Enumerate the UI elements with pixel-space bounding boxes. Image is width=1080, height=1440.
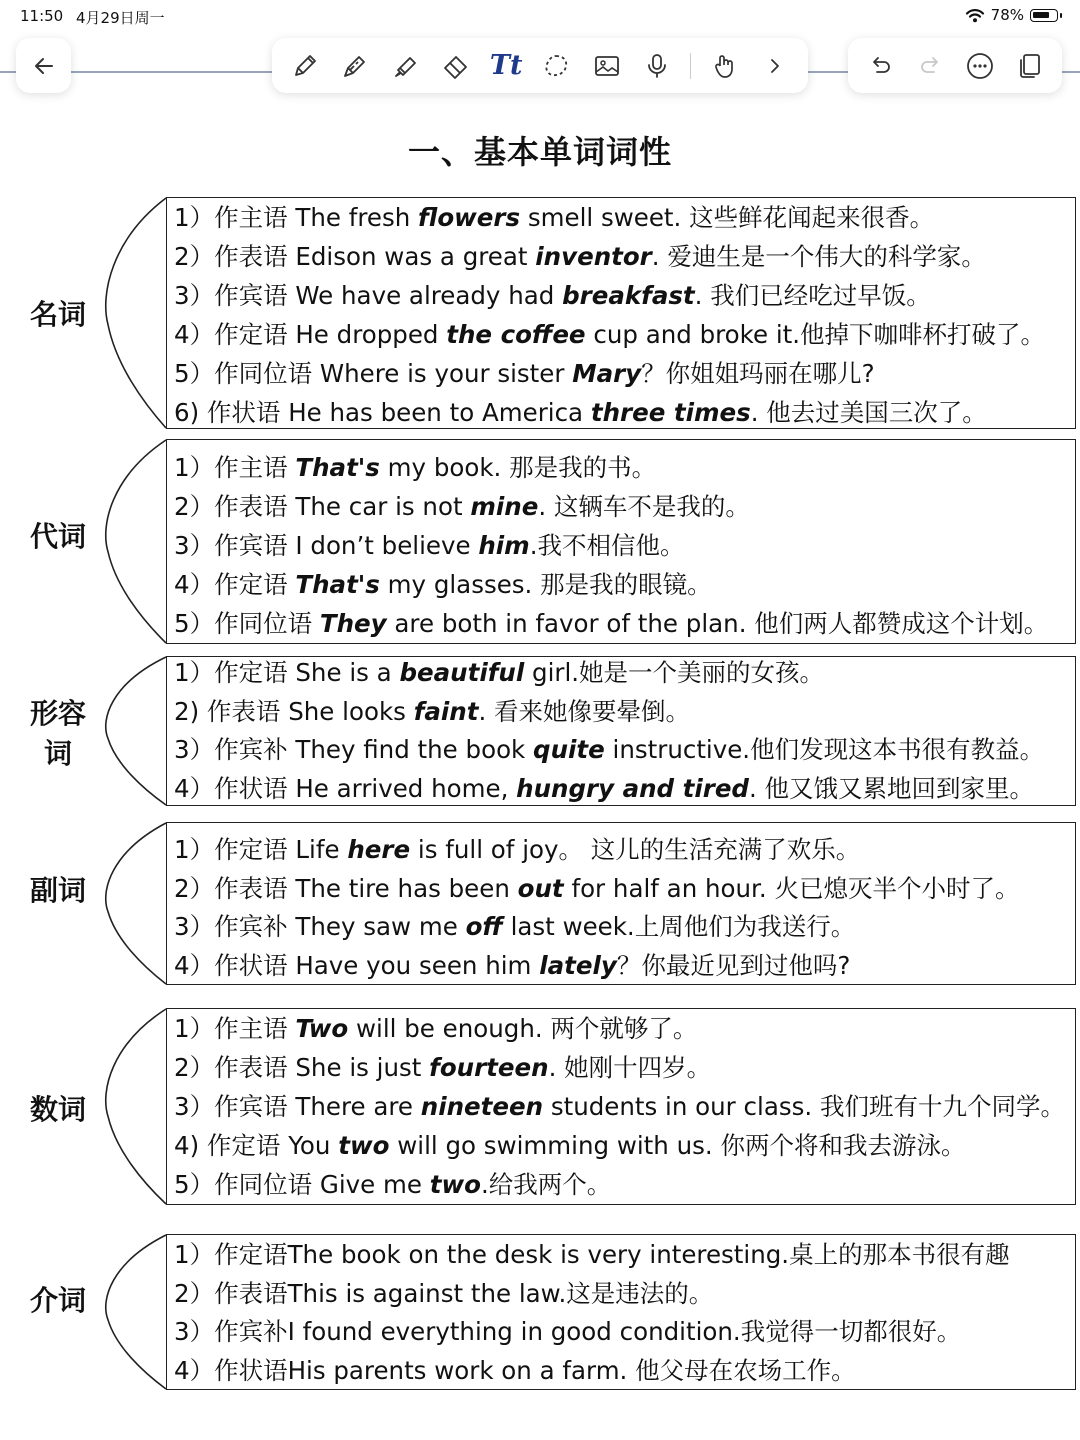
touch-tool[interactable] xyxy=(708,49,742,83)
sentence-text: will go swimming with us. 你两个将和我去游泳。 xyxy=(389,1131,966,1160)
image-icon xyxy=(592,51,622,81)
sentence-text: . 看来她像要晕倒。 xyxy=(478,696,691,726)
bracket-shape xyxy=(100,822,170,985)
sentence-text: 4）作状语 He arrived home, xyxy=(174,774,517,804)
sentence-text: 3）作宾补 They saw me xyxy=(174,912,466,942)
redo-button[interactable] xyxy=(913,49,947,83)
keyword-highlight: Mary xyxy=(572,359,642,388)
example-sentence xyxy=(174,1356,856,1386)
keyword-highlight: two xyxy=(429,1170,481,1199)
bracket-shape xyxy=(100,439,170,644)
toolbar-separator xyxy=(690,53,691,79)
example-sentence xyxy=(174,835,860,865)
more-button[interactable] xyxy=(963,49,997,83)
image-tool[interactable] xyxy=(590,49,624,83)
keyword-highlight: here xyxy=(347,835,411,864)
fountain-pen-tool[interactable] xyxy=(338,49,372,83)
sentence-text: 1）作主语 xyxy=(174,453,296,482)
example-sentence xyxy=(174,492,750,522)
sentence-text: 3）作宾语 I don’t believe xyxy=(174,531,479,560)
sentence-text: cup and broke it.他掉下咖啡杯打破了。 xyxy=(585,320,1046,349)
keyword-highlight: hungry and tired xyxy=(516,774,749,804)
sentence-text: 6) 作状语 He has been to America xyxy=(174,398,591,427)
keyword-highlight: the coffee xyxy=(446,320,586,349)
status-date: 4月29日周一 xyxy=(76,9,165,27)
battery-icon xyxy=(1030,9,1058,22)
sentence-text: . 我们已经吃过早饭。 xyxy=(694,281,931,310)
category-label-line: 词 xyxy=(43,737,72,770)
pen-icon xyxy=(290,51,320,81)
sentence-text: 2）作表语 The tire has been xyxy=(174,873,518,903)
page-title: 一、基本单词词性 xyxy=(407,133,672,171)
eraser-tool[interactable] xyxy=(439,49,473,83)
example-sentence xyxy=(174,1014,697,1044)
wifi-icon xyxy=(965,8,985,23)
example-sentence xyxy=(174,1053,711,1083)
sentence-text: .给我两个。 xyxy=(480,1170,612,1199)
example-sentence xyxy=(174,697,690,727)
keyword-highlight: inventor xyxy=(535,242,652,271)
category-label-line: 代词 xyxy=(29,520,86,553)
example-sentence xyxy=(174,774,1034,804)
keyword-highlight: three times xyxy=(590,398,751,427)
sentence-text: students in our class. 我们班有十九个同学。 xyxy=(543,1092,1065,1121)
sentence-text: 3）作宾补I found everything in good condition.我觉得一切都很好。 xyxy=(174,1317,962,1347)
sentence-text: . 爱迪生是一个伟大的科学家。 xyxy=(651,242,986,271)
category-label-line: 数词 xyxy=(29,1093,86,1126)
sentence-text: for half an hour. 火已熄灭半个小时了。 xyxy=(563,873,1020,903)
back-button[interactable] xyxy=(16,38,71,93)
category-label xyxy=(12,1281,104,1321)
keyword-highlight: quite xyxy=(533,735,605,765)
example-sentence xyxy=(174,453,656,483)
sentence-text: will be enough. 两个就够了。 xyxy=(348,1014,698,1043)
sentence-text: 2) 作表语 She looks xyxy=(174,696,414,726)
sentence-text: 3）作宾语 We have already had xyxy=(174,281,563,310)
status-time: 11:50 xyxy=(20,7,64,25)
pages-button[interactable] xyxy=(1012,49,1046,83)
example-sentence xyxy=(174,1317,961,1347)
keyword-highlight: faint xyxy=(413,696,479,726)
category-label-line: 副词 xyxy=(29,874,86,907)
keyword-highlight: fourteen xyxy=(429,1053,549,1082)
fountain-pen-icon xyxy=(340,51,370,81)
keyword-highlight: off xyxy=(465,912,503,942)
sentence-text: smell sweet. 这些鲜花闻起来很香。 xyxy=(520,203,935,232)
example-sentence xyxy=(174,1131,965,1161)
keyword-highlight: They xyxy=(319,609,387,638)
keyword-highlight: That's xyxy=(295,453,380,482)
sentence-text: 5）作同位语 Give me xyxy=(174,1170,430,1199)
microphone-tool[interactable] xyxy=(640,49,674,83)
sentence-text: . 她刚十四岁。 xyxy=(548,1053,712,1082)
chevron-right-icon xyxy=(760,51,790,81)
sentence-text: last week.上周他们为我送行。 xyxy=(502,912,856,942)
undo-icon xyxy=(866,51,896,81)
example-sentence xyxy=(174,1279,713,1309)
sentence-text: 4）作状语His parents work on a farm. 他父母在农场工作。 xyxy=(174,1356,856,1386)
text-tool-icon: Tt xyxy=(489,50,523,81)
example-sentence xyxy=(174,1170,611,1200)
keyword-highlight: Two xyxy=(295,1014,349,1043)
keyword-highlight: out xyxy=(517,873,564,903)
bracket-shape xyxy=(100,656,170,806)
document-actions xyxy=(848,38,1062,93)
category-label-line: 名词 xyxy=(29,298,86,331)
sentence-text: 1）作主语 The fresh xyxy=(174,203,419,232)
sentence-text: 2）作表语 The car is not xyxy=(174,492,471,521)
keyword-highlight: breakfast xyxy=(562,281,695,310)
bracket-shape xyxy=(100,1008,170,1205)
eraser-icon xyxy=(441,51,471,81)
sentence-text: my glasses. 那是我的眼镜。 xyxy=(379,570,712,599)
sentence-text: instructive.他们发现这本书很有教益。 xyxy=(604,735,1045,765)
hand-pointer-icon xyxy=(710,51,740,81)
example-sentence xyxy=(174,531,684,561)
sentence-text: 5）作同位语 xyxy=(174,609,320,638)
sentence-text: . 他去过美国三次了。 xyxy=(750,398,987,427)
keyword-highlight: mine xyxy=(470,492,539,521)
category-label-line: 形容 xyxy=(29,697,86,730)
drawing-toolbar xyxy=(272,38,808,93)
pen-tool[interactable] xyxy=(288,49,322,83)
pages-icon xyxy=(1014,51,1044,81)
arrow-left-icon xyxy=(31,53,57,79)
example-sentence xyxy=(174,281,931,311)
example-sentence xyxy=(174,874,1019,904)
sentence-text: 2）作表语 She is just xyxy=(174,1053,430,1082)
example-sentence xyxy=(174,570,712,600)
keyword-highlight: him xyxy=(478,531,530,560)
keyword-highlight: beautiful xyxy=(399,658,525,687)
sentence-text: 1）作定语The book on the desk is very interesting.桌上的那本书很有趣 xyxy=(174,1240,1010,1269)
example-sentence xyxy=(174,658,824,688)
example-sentence xyxy=(174,359,875,389)
highlighter-icon xyxy=(391,51,421,81)
more-tools[interactable] xyxy=(758,49,792,83)
ellipsis-icon xyxy=(965,51,995,81)
sentence-text: are both in favor of the plan. 他们两人都赞成这个计划。 xyxy=(386,609,1049,638)
example-sentence xyxy=(174,1092,1065,1122)
sentence-text: ？你姐姐玛丽在哪儿? xyxy=(641,359,875,388)
sentence-text: 1）作定语 She is a xyxy=(174,658,400,687)
example-sentence xyxy=(174,320,1045,350)
microphone-icon xyxy=(642,51,672,81)
sentence-text: 3）作宾语 There are xyxy=(174,1092,421,1121)
keyword-highlight: nineteen xyxy=(420,1092,544,1121)
battery-percent: 78% xyxy=(990,6,1024,24)
sentence-text: 3）作宾补 They find the book xyxy=(174,735,534,765)
example-sentence xyxy=(174,912,855,942)
status-bar xyxy=(0,0,1080,34)
keyword-highlight: flowers xyxy=(418,203,521,232)
sentence-text: 2）作表语This is against the law.这是违法的。 xyxy=(174,1278,714,1308)
sentence-text: 1）作主语 xyxy=(174,1014,296,1043)
example-sentence xyxy=(174,1240,1010,1270)
text-tool[interactable] xyxy=(489,49,523,83)
example-sentence xyxy=(174,735,1044,765)
example-sentence xyxy=(174,203,934,233)
sentence-text: ？你最近见到过他吗? xyxy=(616,951,851,981)
sentence-text: 4）作定语 xyxy=(174,570,296,599)
sentence-text: 1）作定语 Life xyxy=(174,835,348,864)
sentence-text: . 他又饿又累地回到家里。 xyxy=(748,774,1035,804)
sentence-text: 5）作同位语 Where is your sister xyxy=(174,359,573,388)
lasso-icon xyxy=(541,51,571,81)
category-label xyxy=(12,871,104,911)
keyword-highlight: two xyxy=(338,1131,390,1160)
sentence-text: 4）作定语 He dropped xyxy=(174,320,447,349)
highlighter-tool[interactable] xyxy=(389,49,423,83)
bracket-shape xyxy=(100,197,170,429)
example-sentence xyxy=(174,951,850,981)
sentence-text: is full of joy。 这儿的生活充满了欢乐。 xyxy=(410,835,861,864)
category-label xyxy=(12,295,104,335)
example-sentence xyxy=(174,398,987,428)
category-label-line: 介词 xyxy=(29,1284,86,1317)
keyword-highlight: That's xyxy=(295,570,380,599)
example-sentence xyxy=(174,242,986,272)
category-label xyxy=(12,1090,104,1130)
sentence-text: my book. 那是我的书。 xyxy=(379,453,657,482)
sentence-text: 4）作状语 Have you seen him xyxy=(174,951,540,981)
keyword-highlight: lately xyxy=(539,951,617,981)
undo-button[interactable] xyxy=(864,49,898,83)
sentence-text: girl.她是一个美丽的女孩。 xyxy=(524,658,825,687)
sentence-text: . 这辆车不是我的。 xyxy=(538,492,750,521)
example-sentence xyxy=(174,609,1048,639)
sentence-text: 2）作表语 Edison was a great xyxy=(174,242,536,271)
sentence-text: .我不相信他。 xyxy=(529,531,685,560)
lasso-tool[interactable] xyxy=(539,49,573,83)
bracket-shape xyxy=(100,1234,170,1390)
category-label xyxy=(12,694,104,774)
sentence-text: 4) 作定语 You xyxy=(174,1131,339,1160)
category-label xyxy=(12,517,104,557)
status-indicators xyxy=(965,6,1058,24)
redo-icon xyxy=(915,51,945,81)
